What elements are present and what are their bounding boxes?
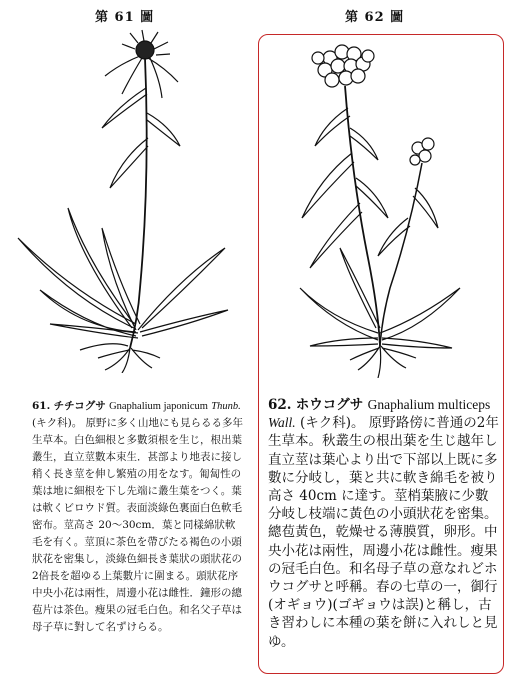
japanese-name: チチコグサ: [53, 400, 106, 412]
entry-number: 61.: [32, 400, 51, 412]
houkogusa-illustration: [270, 28, 500, 378]
description-61: [32, 398, 244, 636]
chichikogusa-illustration: [10, 28, 235, 373]
figure-61-title: 第 61 圖: [95, 10, 155, 25]
author-name: Thunb.: [211, 401, 241, 412]
author-name: Wall.: [268, 415, 296, 431]
entry-number: 62.: [268, 397, 292, 413]
family-name: (キク科)。: [32, 417, 83, 429]
scientific-name: Gnaphalium japonicum: [109, 401, 208, 412]
body-text: 原野路傍に普通の2年生草本。秋叢生の根出葉を生じ越年し直立莖は葉心より出で下部以上既に多數に分岐し，葉と共に軟き綿毛を被り高さ 40cm に達す。莖梢葉腋に少數分岐し枝端に黃色の小頭狀花を密集。總苞黃色，乾燥せる薄膜質，卵形。中央小花は兩性，周邊小花は雌性。瘦果の冠毛白色。和名母子草の意なれどホウコグサと呼稱。春の七草の一，御行(オギョウ)(ゴギョウは誤)と稱し，古き習わしに本種の葉を餅に入れしと見ゆ。: [268, 415, 499, 650]
description-62: [268, 396, 500, 651]
figure-62-title: 第 62 圖: [345, 10, 405, 25]
japanese-name: ホウコグサ: [295, 397, 364, 413]
family-name: (キク科)。: [299, 415, 365, 432]
scientific-name: Gnaphalium multiceps: [367, 397, 491, 412]
body-text: 原野に多く山地にも見らるる多年生草本。白色細根と多數須根を生じ，根出葉叢生，直立莖數本束生．甚部より地表に接し稍く長き莖を伸し繁殖の用をなす。匍匐性の葉は地に細根を下し先端に叢生葉をつく。葉は軟くビロウド質。表面淡綠色裏面白色軟毛密布。莖高さ 20～30cm．葉と同樣綿狀軟毛を有く。莖頂に茶色を帶びたる褐色の小頭狀花を密集し，淡綠色細長き葉狀の頭狀花の2倍長を超ゆる上葉數片に圍まる。頭狀花序中央小花は兩性，周邊小花は雌性．鐘形の總苞片は茶色。瘦果の冠毛白色。和名父子草は母子草に對して名ずけらる。: [32, 417, 244, 633]
